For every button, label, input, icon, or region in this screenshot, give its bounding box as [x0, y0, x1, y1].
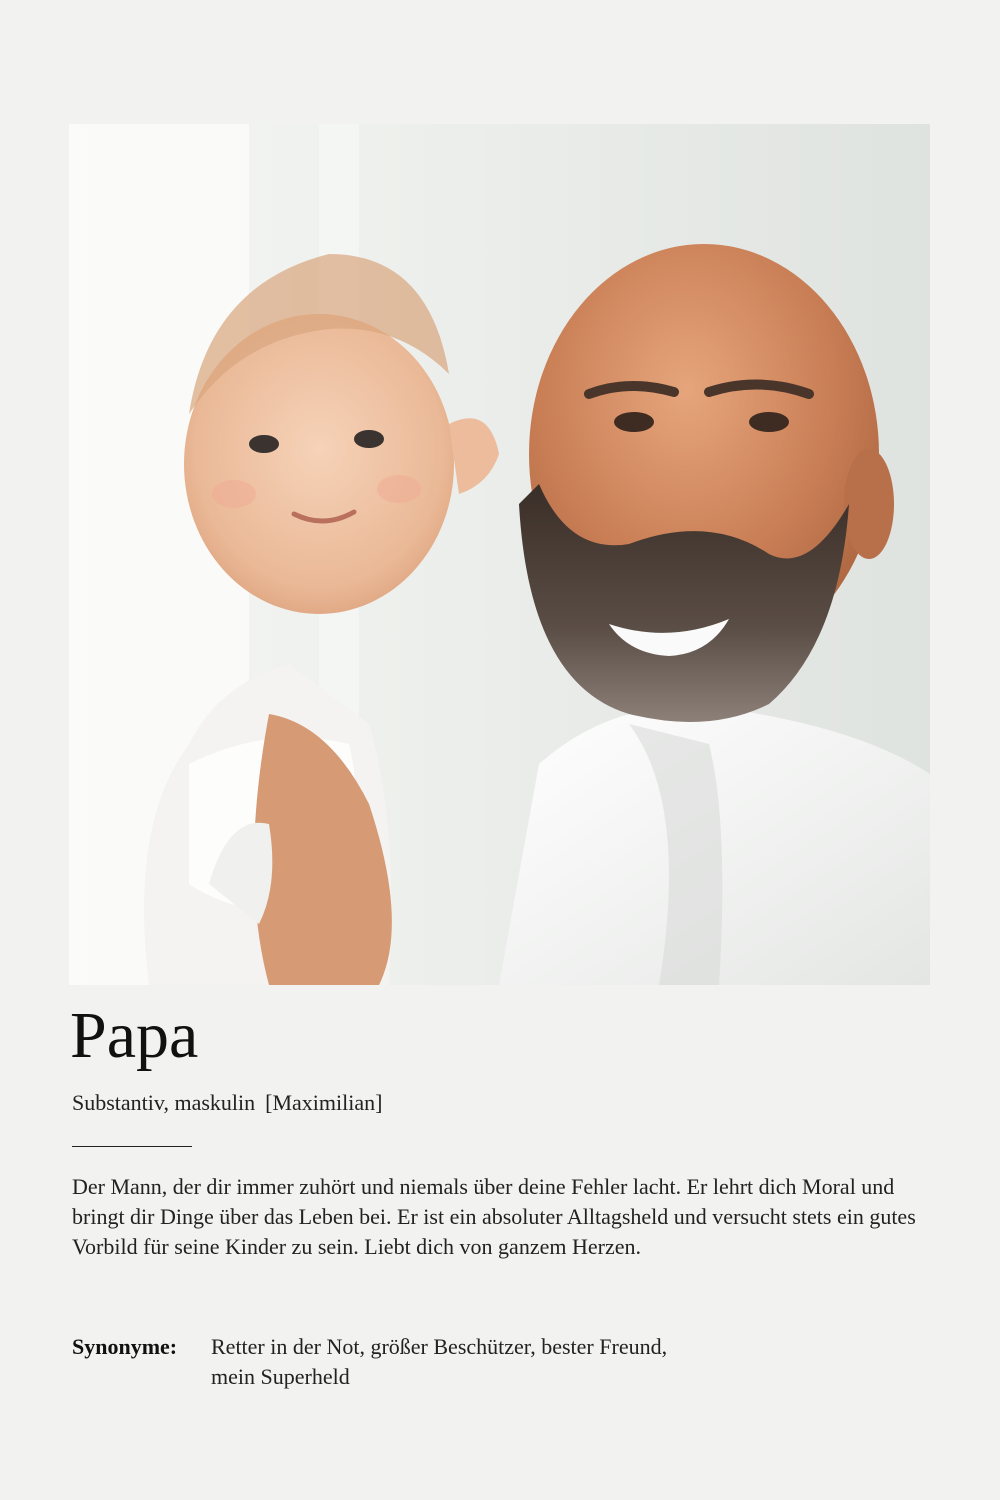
- synonyms-label: Synonyme:: [72, 1334, 178, 1359]
- photo-illustration: [69, 124, 930, 985]
- word-type-line: [72, 1090, 382, 1116]
- page-title: Papa: [70, 999, 199, 1072]
- definition-text: Der Mann, der dir immer zuhört und niemals über deine Fehler lacht. Er lehrt dich Moral und bringt dir Dinge über das Leben bei. Er ist ein absoluter Alltagsheld und versucht stets ein gutes Vorbild für seine Kinder zu sein. Liebt dich von ganzem Herzen.: [72, 1174, 916, 1259]
- synonyms-block: [72, 1332, 671, 1392]
- synonyms-text: Retter in der Not, größer Beschützer, bester Freund, mein Superheld: [211, 1334, 668, 1389]
- word-type: Substantiv, maskulin: [72, 1090, 256, 1115]
- father-baby-photo: [69, 124, 930, 985]
- divider: [72, 1146, 192, 1147]
- person-name: [Maximilian]: [265, 1090, 383, 1115]
